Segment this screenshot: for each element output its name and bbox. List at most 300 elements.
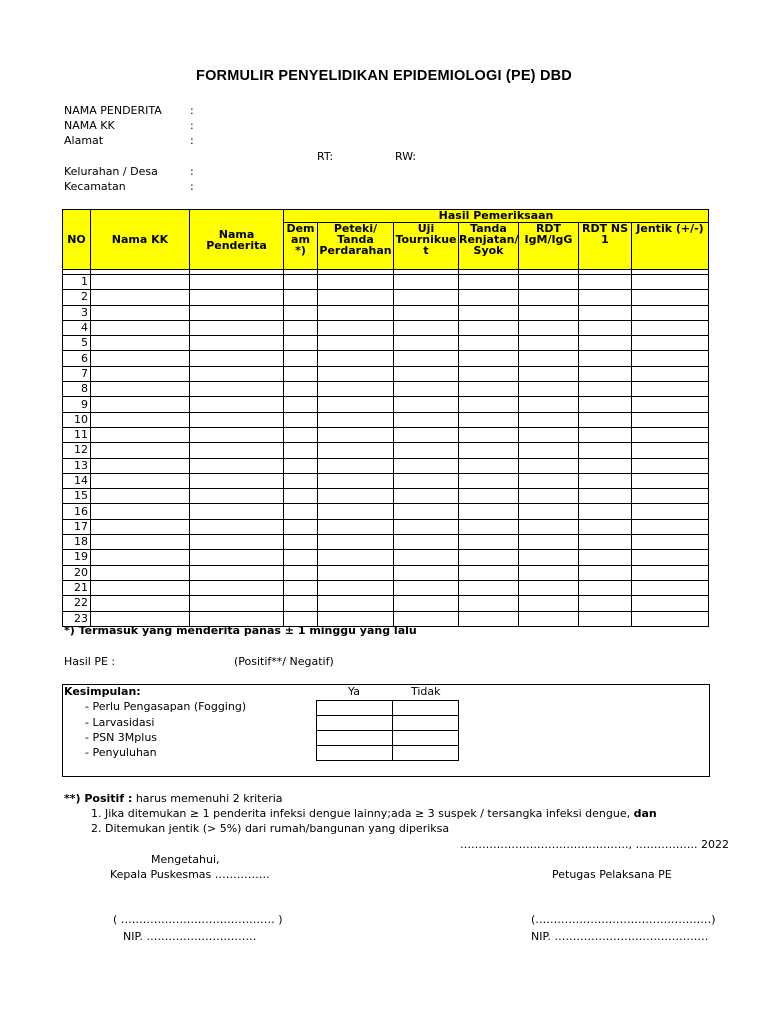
table-cell[interactable] (318, 473, 394, 488)
table-cell[interactable] (284, 305, 318, 320)
table-cell[interactable] (318, 443, 394, 458)
table-cell[interactable] (318, 519, 394, 534)
table-row (63, 366, 709, 381)
row-number: 5 (63, 336, 91, 351)
table-cell[interactable] (394, 275, 459, 290)
table-cell[interactable] (519, 596, 579, 611)
kesimpulan-checkbox-grid (316, 700, 459, 761)
positif-criteria (64, 791, 283, 806)
table-cell[interactable] (91, 565, 190, 580)
table-cell[interactable] (91, 504, 190, 519)
table-cell[interactable] (91, 550, 190, 565)
table-cell[interactable] (394, 443, 459, 458)
table-cell[interactable] (91, 489, 190, 504)
table-cell[interactable] (394, 504, 459, 519)
table-row (63, 519, 709, 534)
row-number: 4 (63, 320, 91, 335)
table-row (63, 443, 709, 458)
table-cell[interactable] (519, 412, 579, 427)
table-cell[interactable] (91, 580, 190, 595)
signature-petugas: Petugas Pelaksana PE (552, 868, 672, 881)
table-cell[interactable] (91, 519, 190, 534)
kesimpulan-item-psn: - PSN 3Mplus (85, 731, 158, 744)
table-cell[interactable] (459, 504, 519, 519)
table-cell[interactable] (519, 290, 579, 305)
row-number: 11 (63, 427, 91, 442)
table-cell[interactable] (579, 382, 632, 397)
table-cell[interactable] (394, 351, 459, 366)
tidak-cell-larvasidasi[interactable] (393, 716, 459, 731)
table-cell[interactable] (579, 336, 632, 351)
table-cell[interactable] (394, 596, 459, 611)
table-cell[interactable] (394, 336, 459, 351)
table-cell[interactable] (459, 382, 519, 397)
table-cell[interactable] (579, 580, 632, 595)
table-cell[interactable] (632, 275, 709, 290)
row-number: 7 (63, 366, 91, 381)
table-cell[interactable] (519, 489, 579, 504)
ya-cell-larvasidasi[interactable] (317, 716, 393, 731)
table-cell[interactable] (91, 305, 190, 320)
table-cell[interactable] (632, 596, 709, 611)
table-cell[interactable] (190, 565, 284, 580)
table-cell[interactable] (519, 366, 579, 381)
field-label-kelurahan: Kelurahan / Desa (64, 165, 158, 178)
table-cell[interactable] (284, 458, 318, 473)
table-cell[interactable] (579, 535, 632, 550)
table-cell[interactable] (459, 489, 519, 504)
table-row (63, 320, 709, 335)
table-cell[interactable] (318, 320, 394, 335)
table-cell[interactable] (632, 382, 709, 397)
row-number: 1 (63, 275, 91, 290)
table-cell[interactable] (632, 290, 709, 305)
table-cell[interactable] (284, 489, 318, 504)
table-cell[interactable] (459, 473, 519, 488)
table-cell[interactable] (284, 443, 318, 458)
kesimpulan-ya-header: Ya (348, 685, 360, 698)
table-cell[interactable] (190, 427, 284, 442)
table-cell[interactable] (519, 504, 579, 519)
table-cell[interactable] (91, 351, 190, 366)
table-cell[interactable] (318, 504, 394, 519)
table-cell[interactable] (632, 305, 709, 320)
table-cell[interactable] (394, 580, 459, 595)
table-cell[interactable] (284, 397, 318, 412)
table-cell[interactable] (579, 427, 632, 442)
table-cell[interactable] (579, 397, 632, 412)
table-cell[interactable] (519, 473, 579, 488)
table-cell[interactable] (579, 351, 632, 366)
table-cell[interactable] (284, 275, 318, 290)
table-cell[interactable] (91, 535, 190, 550)
table-cell[interactable] (579, 596, 632, 611)
hasil-pe-label: Hasil PE : (64, 655, 116, 668)
col-header-peteki: Peteki/ Tanda Perdarahan (318, 223, 394, 270)
table-cell[interactable] (318, 596, 394, 611)
kesimpulan-tidak-header: Tidak (411, 685, 441, 698)
table-cell[interactable] (632, 351, 709, 366)
table-cell[interactable] (394, 427, 459, 442)
table-cell[interactable] (284, 504, 318, 519)
table-cell[interactable] (579, 519, 632, 534)
col-header-nama-kk: Nama KK (91, 210, 190, 270)
table-cell[interactable] (394, 382, 459, 397)
ya-cell-fogging[interactable] (317, 701, 393, 716)
table-cell[interactable] (579, 366, 632, 381)
table-cell[interactable] (519, 382, 579, 397)
table-cell[interactable] (190, 382, 284, 397)
table-row (63, 535, 709, 550)
table-cell[interactable] (632, 535, 709, 550)
table-cell[interactable] (190, 290, 284, 305)
hasil-pe-options: (Positif**/ Negatif) (234, 655, 334, 668)
row-number: 8 (63, 382, 91, 397)
table-cell[interactable] (459, 611, 519, 626)
table-cell[interactable] (579, 320, 632, 335)
ya-cell-penyuluhan[interactable] (317, 746, 393, 761)
table-cell[interactable] (318, 351, 394, 366)
table-cell[interactable] (190, 336, 284, 351)
field-colon: : (190, 134, 194, 147)
table-cell[interactable] (394, 305, 459, 320)
table-cell[interactable] (284, 336, 318, 351)
table-cell[interactable] (459, 550, 519, 565)
table-cell[interactable] (284, 290, 318, 305)
table-cell[interactable] (519, 443, 579, 458)
table-cell[interactable] (190, 473, 284, 488)
table-cell[interactable] (579, 489, 632, 504)
col-header-no: NO (63, 210, 91, 270)
table-cell[interactable] (190, 504, 284, 519)
table-cell[interactable] (632, 504, 709, 519)
table-cell[interactable] (394, 412, 459, 427)
table-cell[interactable] (284, 565, 318, 580)
table-cell[interactable] (284, 535, 318, 550)
signature-kepala-puskesmas: Kepala Puskesmas …………… (110, 868, 270, 881)
table-cell[interactable] (91, 458, 190, 473)
table-cell[interactable] (459, 458, 519, 473)
col-header-hasil-pemeriksaan: Hasil Pemeriksaan (284, 210, 709, 223)
table-cell[interactable] (91, 443, 190, 458)
table-cell[interactable] (519, 550, 579, 565)
field-label-alamat: Alamat (64, 134, 104, 147)
table-cell[interactable] (284, 580, 318, 595)
tidak-cell-penyuluhan[interactable] (393, 746, 459, 761)
table-row (63, 382, 709, 397)
table-cell[interactable] (284, 473, 318, 488)
table-cell[interactable] (190, 351, 284, 366)
table-cell[interactable] (318, 535, 394, 550)
table-cell[interactable] (318, 382, 394, 397)
field-label-rt: RT: (317, 150, 334, 163)
table-cell[interactable] (632, 443, 709, 458)
table-cell[interactable] (284, 320, 318, 335)
row-number: 16 (63, 504, 91, 519)
table-cell[interactable] (632, 550, 709, 565)
row-number: 21 (63, 580, 91, 595)
table-cell[interactable] (394, 565, 459, 580)
table-row (63, 489, 709, 504)
table-cell[interactable] (579, 275, 632, 290)
table-cell[interactable] (284, 550, 318, 565)
table-cell[interactable] (632, 366, 709, 381)
positif-text: harus memenuhi 2 kriteria (132, 792, 283, 805)
table-cell[interactable] (519, 275, 579, 290)
table-cell[interactable] (284, 366, 318, 381)
table-cell[interactable] (579, 305, 632, 320)
table-cell[interactable] (91, 290, 190, 305)
table-row (63, 580, 709, 595)
table-cell[interactable] (318, 580, 394, 595)
table-cell[interactable] (519, 427, 579, 442)
table-cell[interactable] (284, 519, 318, 534)
signature-mengetahui: Mengetahui, (151, 853, 220, 866)
table-cell[interactable] (284, 412, 318, 427)
table-cell[interactable] (91, 412, 190, 427)
signature-name-right: (…………………………………………) (531, 913, 716, 926)
table-cell[interactable] (459, 565, 519, 580)
table-cell[interactable] (632, 412, 709, 427)
table-cell[interactable] (190, 535, 284, 550)
table-cell[interactable] (318, 305, 394, 320)
table-cell[interactable] (519, 320, 579, 335)
table-cell[interactable] (579, 611, 632, 626)
table-cell[interactable] (394, 535, 459, 550)
row-number: 13 (63, 458, 91, 473)
table-cell[interactable] (318, 275, 394, 290)
table-cell[interactable] (284, 382, 318, 397)
table-cell[interactable] (459, 519, 519, 534)
table-row (63, 336, 709, 351)
table-cell[interactable] (91, 427, 190, 442)
table-cell[interactable] (579, 473, 632, 488)
col-header-rdt-ns1: RDT NS 1 (579, 223, 632, 270)
table-cell[interactable] (459, 336, 519, 351)
table-cell[interactable] (318, 565, 394, 580)
row-number: 3 (63, 305, 91, 320)
table-cell[interactable] (190, 275, 284, 290)
table-cell[interactable] (459, 412, 519, 427)
table-cell[interactable] (632, 458, 709, 473)
table-cell[interactable] (318, 458, 394, 473)
table-cell[interactable] (190, 443, 284, 458)
tidak-cell-fogging[interactable] (393, 701, 459, 716)
row-number: 23 (63, 611, 91, 626)
table-cell[interactable] (459, 290, 519, 305)
row-number: 20 (63, 565, 91, 580)
ya-cell-psn[interactable] (317, 731, 393, 746)
table-cell[interactable] (190, 412, 284, 427)
field-colon: : (190, 119, 194, 132)
row-number: 19 (63, 550, 91, 565)
table-cell[interactable] (519, 397, 579, 412)
field-label-kecamatan: Kecamatan (64, 180, 126, 193)
table-cell[interactable] (190, 580, 284, 595)
table-cell[interactable] (632, 611, 709, 626)
table-row (63, 351, 709, 366)
table-cell[interactable] (632, 519, 709, 534)
table-cell[interactable] (190, 596, 284, 611)
col-header-jentik: Jentik (+/-) (632, 223, 709, 270)
row-number: 12 (63, 443, 91, 458)
table-cell[interactable] (459, 275, 519, 290)
table-row (63, 412, 709, 427)
signature-name-left: ( …………………………………… ) (113, 913, 283, 926)
signature-nip-right: NIP. …………………………………… (531, 930, 709, 943)
table-cell[interactable] (519, 535, 579, 550)
row-number: 10 (63, 412, 91, 427)
kesimpulan-item-larvasidasi: - Larvasidasi (85, 716, 155, 729)
table-cell[interactable] (632, 565, 709, 580)
table-cell[interactable] (459, 305, 519, 320)
table-cell[interactable] (318, 366, 394, 381)
table-cell[interactable] (459, 320, 519, 335)
field-label-nama-kk: NAMA KK (64, 119, 115, 132)
table-cell[interactable] (318, 397, 394, 412)
table-cell[interactable] (318, 336, 394, 351)
table-cell[interactable] (190, 320, 284, 335)
table-cell[interactable] (394, 519, 459, 534)
table-cell[interactable] (459, 443, 519, 458)
table-row (63, 504, 709, 519)
table-cell[interactable] (579, 504, 632, 519)
table-cell[interactable] (91, 397, 190, 412)
table-cell[interactable] (459, 351, 519, 366)
positif-label: **) Positif : (64, 792, 133, 805)
table-cell[interactable] (519, 565, 579, 580)
row-number: 6 (63, 351, 91, 366)
table-cell[interactable] (579, 412, 632, 427)
table-cell[interactable] (579, 458, 632, 473)
table-cell[interactable] (459, 596, 519, 611)
col-header-demam: Dem am *) (284, 223, 318, 270)
row-number: 22 (63, 596, 91, 611)
table-cell[interactable] (91, 473, 190, 488)
col-header-renjatan: Tanda Renjatan/ Syok (459, 223, 519, 270)
table-cell[interactable] (632, 397, 709, 412)
kesimpulan-item-fogging: - Perlu Pengasapan (Fogging) (85, 700, 247, 713)
table-cell[interactable] (632, 580, 709, 595)
table-cell[interactable] (632, 320, 709, 335)
table-cell[interactable] (519, 580, 579, 595)
table-cell[interactable] (394, 458, 459, 473)
table-row (63, 397, 709, 412)
table-cell[interactable] (91, 320, 190, 335)
table-cell[interactable] (318, 427, 394, 442)
table-cell[interactable] (190, 550, 284, 565)
table-cell[interactable] (318, 489, 394, 504)
table-cell[interactable] (318, 412, 394, 427)
col-header-uji-tournikuet: Uji Tournikue t (394, 223, 459, 270)
table-cell[interactable] (190, 519, 284, 534)
table-cell[interactable] (632, 427, 709, 442)
table-cell[interactable] (519, 458, 579, 473)
row-number: 17 (63, 519, 91, 534)
col-header-nama-penderita: Nama Penderita (190, 210, 284, 270)
kesimpulan-title: Kesimpulan: (64, 685, 141, 698)
demam-footnote: *) Termasuk yang menderita panas ± 1 minggu yang lalu (64, 624, 417, 637)
table-cell[interactable] (91, 275, 190, 290)
table-cell[interactable] (632, 473, 709, 488)
table-cell[interactable] (190, 458, 284, 473)
table-cell[interactable] (459, 580, 519, 595)
table-cell[interactable] (394, 320, 459, 335)
table-cell[interactable] (579, 550, 632, 565)
row-number: 15 (63, 489, 91, 504)
table-cell[interactable] (394, 489, 459, 504)
criterion-1-text: 1. Jika ditemukan ≥ 1 penderita infeksi dengue lainny;ada ≥ 3 suspek / tersangka infeksi dengue, (91, 807, 634, 820)
table-row (63, 550, 709, 565)
table-row (63, 305, 709, 320)
table-cell[interactable] (284, 351, 318, 366)
table-cell[interactable] (459, 397, 519, 412)
table-cell[interactable] (519, 611, 579, 626)
table-row (63, 458, 709, 473)
table-cell[interactable] (519, 336, 579, 351)
table-cell[interactable] (579, 290, 632, 305)
table-cell[interactable] (318, 290, 394, 305)
table-cell[interactable] (394, 290, 459, 305)
table-cell[interactable] (459, 535, 519, 550)
field-colon: : (190, 165, 194, 178)
table-cell[interactable] (459, 427, 519, 442)
form-title: FORMULIR PENYELIDIKAN EPIDEMIOLOGI (PE) DBD (196, 68, 572, 84)
field-label-rw: RW: (395, 150, 417, 163)
table-cell[interactable] (579, 565, 632, 580)
table-cell[interactable] (632, 336, 709, 351)
criterion-1-dan: dan (633, 807, 657, 820)
tidak-cell-psn[interactable] (393, 731, 459, 746)
table-row (63, 473, 709, 488)
table-row (63, 275, 709, 290)
table-cell[interactable] (394, 473, 459, 488)
col-header-rdt-igm: RDT IgM/IgG (519, 223, 579, 270)
table-cell[interactable] (284, 427, 318, 442)
table-cell[interactable] (284, 596, 318, 611)
field-colon: : (190, 180, 194, 193)
table-cell[interactable] (519, 305, 579, 320)
table-cell[interactable] (519, 519, 579, 534)
table-cell[interactable] (394, 366, 459, 381)
table-cell[interactable] (579, 443, 632, 458)
table-cell[interactable] (91, 366, 190, 381)
table-row (63, 565, 709, 580)
table-row (63, 290, 709, 305)
table-cell[interactable] (190, 489, 284, 504)
table-cell[interactable] (190, 366, 284, 381)
table-cell[interactable] (91, 596, 190, 611)
table-cell[interactable] (459, 366, 519, 381)
positif-criterion-1 (91, 806, 657, 821)
table-cell[interactable] (394, 397, 459, 412)
field-label-nama-penderita: NAMA PENDERITA (64, 104, 162, 117)
table-cell[interactable] (190, 305, 284, 320)
table-cell[interactable] (318, 550, 394, 565)
table-cell[interactable] (91, 382, 190, 397)
table-row (63, 427, 709, 442)
table-cell[interactable] (632, 489, 709, 504)
pemeriksaan-table (62, 209, 709, 627)
table-cell[interactable] (519, 351, 579, 366)
field-colon: : (190, 104, 194, 117)
positif-criterion-2: 2. Ditemukan jentik (> 5%) dari rumah/bangunan yang diperiksa (91, 822, 450, 835)
table-cell[interactable] (91, 336, 190, 351)
table-cell[interactable] (190, 397, 284, 412)
table-cell[interactable] (394, 550, 459, 565)
kesimpulan-item-penyuluhan: - Penyuluhan (85, 746, 157, 759)
row-number: 9 (63, 397, 91, 412)
